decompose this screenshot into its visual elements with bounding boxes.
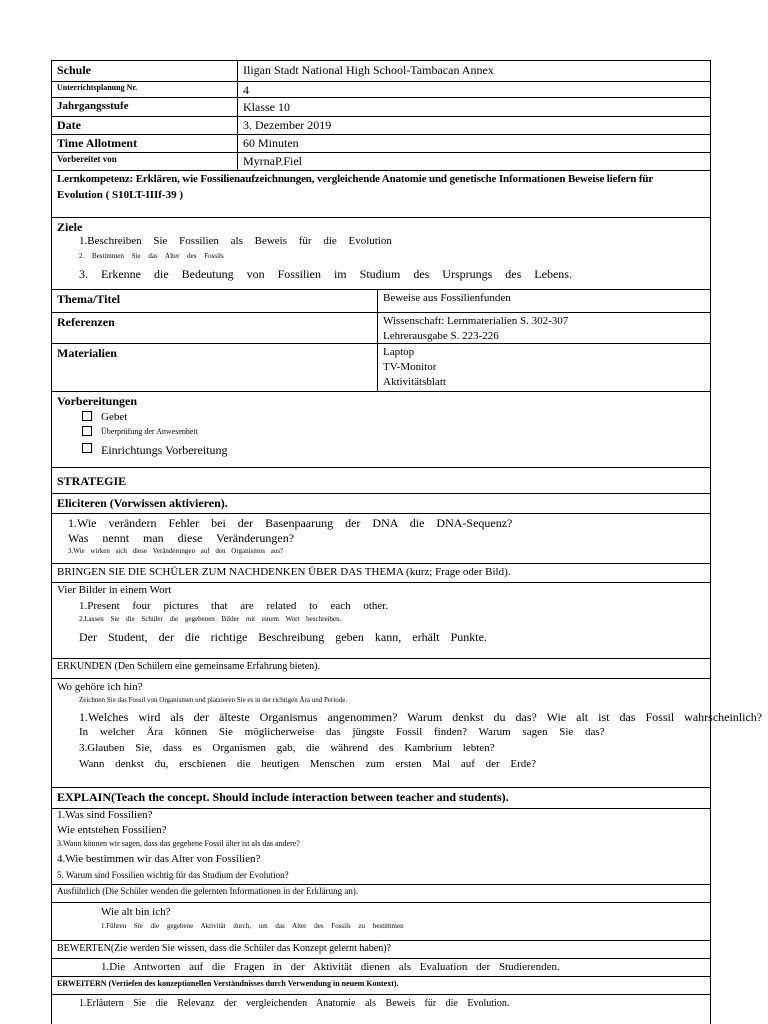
explain-line-2: Wie entstehen Fossilien?: [57, 824, 167, 836]
row-divider: [51, 134, 711, 135]
row-divider: [51, 97, 711, 98]
explain-line-3: 3.Wann können wir sagen, dass das gegebene Fossil älter ist als das andere?: [57, 839, 300, 848]
preparation-item-3: Einrichtungs Vorbereitung: [101, 443, 228, 457]
row-divider: [51, 976, 711, 977]
row-divider: [51, 902, 711, 903]
elicit-line-3: 3.Wie wirken sich diese Veränderungen auf den Organismus aus?: [68, 547, 284, 555]
ziele-item-3: 3. Erkenne die Bedeutung von Fossilien im Studium des Ursprungs des Lebens.: [79, 267, 572, 281]
elaborate-title: Wie alt bin ich?: [101, 906, 171, 918]
elaborate-heading: Ausführlich (Die Schüler wenden die gelernten Informationen in der Erklärung an).: [57, 886, 359, 896]
label-materials: Materialien: [57, 346, 117, 360]
row-divider: [51, 152, 711, 153]
checkbox-icon: [82, 426, 92, 437]
explore-line-4: Wann denkst du, erschienen die heutigen Menschen zum ersten Mal auf der Erde?: [79, 758, 537, 770]
row-divider: [51, 493, 711, 494]
row-divider: [51, 884, 711, 885]
competency-line-2: Evolution ( S10LT-IIIf-39 ): [57, 189, 184, 201]
value-schule: Iligan Stadt National High School-Tambacan Annex: [243, 63, 494, 77]
preparation-item-2: Überprüfung der Anwesenheit: [101, 427, 198, 436]
value-topic: Beweise aus Fossilienfunden: [383, 292, 511, 304]
engage-title: Vier Bilder in einem Wort: [57, 584, 172, 596]
label-topic: Thema/Titel: [57, 292, 121, 306]
label-schule: Schule: [57, 63, 92, 77]
value-grade: Klasse 10: [243, 100, 290, 114]
explain-line-1: 1.Was sind Fossilien?: [57, 809, 153, 821]
explore-title: Wo gehöre ich hin?: [57, 681, 143, 693]
label-prepared-by: Vorbereitet von: [57, 154, 117, 164]
table-border-left: [51, 60, 52, 1024]
row-divider: [51, 116, 711, 117]
info-column-divider: [377, 289, 378, 391]
table-border-top: [51, 60, 711, 61]
extend-heading: ERWEITERN (Vertiefen des konzeptionellen Verständnisses durch Verwendung in neuem Kontext).: [57, 979, 399, 988]
explore-heading: ERKUNDEN (Den Schülern eine gemeinsame Erfahrung bieten).: [57, 661, 320, 672]
row-divider: [51, 994, 711, 995]
row-divider: [51, 582, 711, 583]
explain-line-5: 5. Warum sind Fossilien wichtig für das Studium der Evolution?: [57, 870, 289, 880]
explore-line-2: In welcher Ära können Sie möglicherweise das jüngste Fossil finden? Warum sagen Sie das?: [79, 726, 605, 738]
value-prepared-by: MyrnaP.Fiel: [243, 154, 303, 168]
elicit-line-2: Was nennt man diese Veränderungen?: [68, 531, 295, 545]
checkbox-icon: [82, 411, 92, 422]
engage-heading: BRINGEN SIE DIE SCHÜLER ZUM NACHDENKEN ÜBER DAS THEMA (kurz; Frage oder Bild).: [57, 566, 511, 578]
row-divider: [51, 658, 711, 659]
table-border-right: [710, 60, 711, 1024]
row-divider: [51, 391, 711, 392]
row-divider: [51, 312, 711, 313]
explore-line-1: 1.Welches wird als der älteste Organismus angenommen? Warum denkst du das? Wie alt ist das Fossil wahrscheinlich?: [79, 710, 763, 724]
extend-line: 1.Erläutern Sie die Relevanz der vergleichenden Anatomie als Beweis für die Evolution.: [79, 998, 510, 1009]
row-divider: [51, 563, 711, 564]
label-date: Date: [57, 118, 81, 132]
row-divider: [51, 170, 711, 171]
value-materials-3: Aktivitätsblatt: [383, 376, 446, 388]
row-divider: [51, 343, 711, 344]
competency-line-1: Lernkompetenz: Erklären, wie Fossilienaufzeichnungen, vergleichende Anatomie und genetische Informationen Beweise liefern für: [57, 173, 654, 185]
ziele-heading: Ziele: [57, 220, 83, 234]
value-date: 3. Dezember 2019: [243, 118, 332, 132]
elicit-line-1: 1.Wie verändern Fehler bei der Basenpaarung der DNA die DNA-Sequenz?: [68, 516, 513, 530]
ziele-item-2: 2. Bestimmen Sie das Alter des Fossils: [79, 252, 224, 260]
value-time-allotment: 60 Minuten: [243, 136, 299, 150]
engage-line-2: 2.Lassen Sie die Schüler die gegebenen Bilder mit einem Wort beschreiben.: [79, 615, 342, 623]
label-time-allotment: Time Allotment: [57, 136, 138, 150]
label-grade: Jahrgangsstufe: [57, 100, 129, 112]
explore-instruction: Zeichnen Sie das Fossil von Organismen und platzieren Sie es in der richtigen Ära und Periode.: [79, 696, 348, 704]
row-divider: [51, 81, 711, 82]
row-divider: [51, 940, 711, 941]
explain-line-4: 4.Wie bestimmen wir das Alter von Fossilien?: [57, 853, 261, 865]
value-materials-2: TV-Monitor: [383, 361, 437, 373]
preparations-heading: Vorbereitungen: [57, 394, 138, 408]
preparation-item-1: Gebet: [101, 411, 128, 423]
label-references: Referenzen: [57, 315, 115, 329]
engage-line-3: Der Student, der die richtige Beschreibung geben kann, erhält Punkte.: [79, 630, 487, 644]
label-lesson-number: Unterrichtsplanung Nr.: [57, 83, 138, 92]
row-divider: [51, 513, 711, 514]
checkbox-icon: [82, 443, 92, 454]
evaluate-line: 1.Die Antworten auf die Fragen in der Aktivität dienen als Evaluation der Studierenden.: [101, 961, 560, 973]
row-divider: [51, 467, 711, 468]
row-divider: [51, 289, 711, 290]
explain-heading: EXPLAIN(Teach the concept. Should include interaction between teacher and students).: [57, 790, 509, 804]
row-divider: [51, 678, 711, 679]
row-divider: [51, 958, 711, 959]
strategy-heading: STRATEGIE: [57, 474, 127, 488]
value-materials-1: Laptop: [383, 346, 415, 358]
elicit-heading: Eliciteren (Vorwissen aktivieren).: [57, 496, 228, 510]
ziele-item-1: 1.Beschreiben Sie Fossilien als Beweis für die Evolution: [79, 235, 392, 247]
engage-line-1: 1.Present four pictures that are related to each other.: [79, 600, 389, 612]
explore-line-3: 3.Glauben Sie, dass es Organismen gab, die während des Kambrium lebten?: [79, 742, 495, 754]
header-column-divider: [237, 60, 238, 170]
elaborate-line: 1.Führen Sie die gegebene Aktivität durch, um das Alter des Fossils zu bestimmen: [101, 922, 404, 930]
evaluate-heading: BEWERTEN(Zie werden Sie wissen, dass die Schüler das Konzept gelernt haben)?: [57, 943, 392, 954]
value-references-1: Wissenschaft: Lernmaterialien S. 302-307: [383, 315, 569, 327]
row-divider: [51, 787, 711, 788]
value-references-2: Lehrerausgabe S. 223-226: [383, 330, 499, 342]
value-lesson-number: 4: [243, 83, 249, 97]
row-divider: [51, 217, 711, 218]
